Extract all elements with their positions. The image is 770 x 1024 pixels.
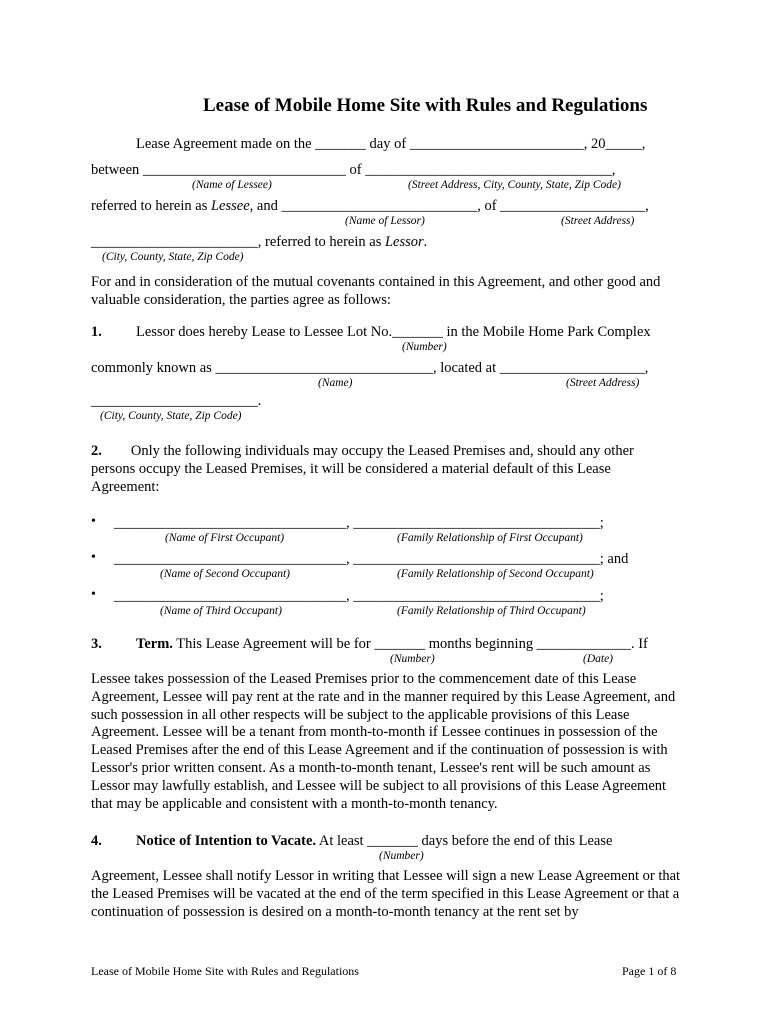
section-2-rest: persons occupy the Leased Premises, it will be considered a material default of this Lease Agreement: (91, 460, 611, 495)
caption-name-of-lessee: (Name of Lessee) (192, 179, 272, 191)
bullet-second-occupant: • (91, 550, 96, 565)
lessor-term: Lessor (384, 234, 424, 250)
caption-lessee-address: (Street Address, City, County, State, Zip Code) (408, 179, 621, 191)
caption-third-relationship: (Family Relationship of Third Occupant) (397, 605, 586, 617)
caption-park-city: (City, County, State, Zip Code) (100, 410, 242, 422)
section-3-line (136, 636, 648, 653)
section-4-first-line: At least _______ days before the end of this Lease (316, 833, 613, 849)
consideration-paragraph: For and in consideration of the mutual covenants contained in this Agreement, and other good and valuable consideration, the parties agree as follows: (91, 274, 661, 308)
caption-term-months: (Number) (390, 653, 435, 665)
caption-first-relationship: (Family Relationship of First Occupant) (397, 532, 583, 544)
lessee-term: Lessee (210, 198, 250, 214)
intro-line-referred-lessor (91, 234, 427, 251)
section-1-line: Lessor does hereby Lease to Lessee Lot No._______ in the Mobile Home Park Complex (136, 324, 651, 340)
section-1-known-as-line: commonly known as ______________________________, located at ____________________, (91, 360, 649, 376)
referred-suffix: , and ___________________________, of ____________________, (249, 198, 649, 214)
caption-park-name: (Name) (318, 377, 353, 389)
section-2-paragraph (91, 443, 681, 496)
caption-notice-days: (Number) (379, 850, 424, 862)
intro-line-between: between ____________________________ of __________________________________, (91, 162, 616, 178)
caption-park-street: (Street Address) (566, 377, 640, 389)
second-occupant-line: ________________________________, __________________________________; and (114, 551, 629, 567)
section-4-line (136, 833, 612, 850)
footer-page-number: Page 1 of 8 (622, 964, 677, 978)
footer-title: Lease of Mobile Home Site with Rules and Regulations (91, 964, 359, 978)
intro-line-referred-lessee (91, 198, 649, 215)
lessor-prefix: _______________________, referred to herein as (91, 234, 385, 250)
section-2-first-line: Only the following individuals may occupy the Leased Premises and, should any other (130, 443, 634, 459)
section-3-body: Lessee takes possession of the Leased Premises prior to the commencement date of this Lease Agreement, Lessee will pay rent at the rate and in the manner required by this Lease Agreement, and such possession in all other respects will be subject to the applicable provisions of this Lease Agreement. Lessee will be a tenant from month-to-month if Lessee continues in possession of the Leased Premises after the end of this Lease Agreement and if the continuation of possession is with Lessor's prior written consent. As a month-to-month tenant, Lessee's rent will be such amount as Lessor may lawfully establish, and Lessee will be subject to all provisions of this Lease Agreement that may be applicable and consistent with a month-to-month tenancy. (91, 671, 676, 812)
section-4-heading: Notice of Intention to Vacate. (136, 833, 317, 849)
caption-third-occupant: (Name of Third Occupant) (160, 605, 282, 617)
caption-lot-number: (Number) (402, 341, 447, 353)
section-2-number: 2. (91, 443, 102, 459)
section-3-first-line: This Lease Agreement will be for _______ months beginning _____________. If (172, 636, 648, 652)
referred-prefix: referred to herein as (91, 198, 211, 214)
caption-name-of-lessor: (Name of Lessor) (345, 215, 425, 227)
section-1-city-line: _______________________. (91, 393, 262, 409)
intro-line-date: Lease Agreement made on the _______ day of ________________________, 20_____, (136, 136, 646, 152)
first-occupant-line: ________________________________, __________________________________; (114, 515, 604, 531)
caption-term-date: (Date) (583, 653, 614, 665)
caption-second-relationship: (Family Relationship of Second Occupant) (397, 568, 594, 580)
caption-first-occupant: (Name of First Occupant) (165, 532, 285, 544)
document-title: Lease of Mobile Home Site with Rules and Regulations (203, 95, 648, 116)
third-occupant-line: ________________________________, __________________________________; (114, 588, 604, 604)
caption-second-occupant: (Name of Second Occupant) (160, 568, 290, 580)
section-1-number: 1. (91, 324, 102, 340)
caption-street-address: (Street Address) (561, 215, 635, 227)
bullet-third-occupant: • (91, 587, 96, 602)
section-3-heading: Term. (136, 636, 173, 652)
section-3-number: 3. (91, 636, 102, 652)
lessor-suffix: . (423, 234, 428, 250)
section-4-body: Agreement, Lessee shall notify Lessor in writing that Lessee will sign a new Lease Agreement or that the Leased Premises will be vacated at the end of the term specified in this Lease Agreement or that a continuation of possession is desired on a month-to-month tenancy at the rent set by (91, 868, 681, 920)
section-4-number: 4. (91, 833, 102, 849)
bullet-first-occupant: • (91, 514, 96, 529)
caption-city-county: (City, County, State, Zip Code) (102, 251, 244, 263)
